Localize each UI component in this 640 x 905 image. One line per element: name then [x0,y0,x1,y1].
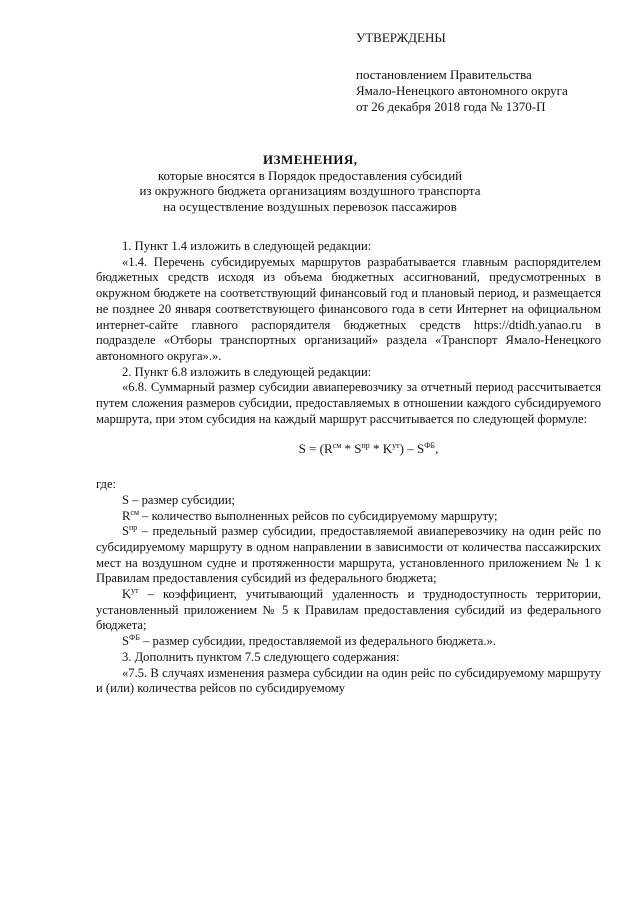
paragraph-7-5: «7.5. В случаях изменения размера субсидии на один рейс по субсидируемому маршруту и (или) количества рейсов по субсидируемому [96,665,601,696]
approval-stamp [356,30,616,115]
approval-line-3: от 26 декабря 2018 года № 1370-П [356,99,546,114]
definition-k: $K^{ут}$ – коэффициент, учитывающий удаленность и труднодоступность территории, установленный приложением № 5 к Правилам предоставления субсидий из федерального бюджета; [96,586,601,633]
approval-line-2: Ямало-Ненецкого автономного округа [356,83,568,98]
paragraph-1-4: «1.4. Перечень субсидируемых маршрутов разрабатывается главным распорядителем бюджетных средств исходя из объема бюджетных ассигнований, предусмотренных в окружном бюджете на соответствующий финансовый год и плановый период, и размещается не позднее 20 января соответствующего финансового года в сети Интернет на официальном интернет-сайте главного распорядителя бюджетных средств https://dtidh.yanao.ru в подразделе «Отборы транспортных организаций» раздела «Транспорт Ямало-Ненецкого автономного округа».». [96,254,601,363]
title-subline-2: из окружного бюджета организациям воздушного транспорта [139,183,481,198]
subsidy-formula: $S = (R^{см} * S^{пр} * K^{ут}) - S^{ФБ}$, [298,441,439,457]
title-subline-1: которые вносятся в Порядок предоставления субсидий [157,167,463,183]
definition-s-pr: $S^{пр}$ – предельный размер субсидии, предоставляемой авиаперевозчику на один рейс по субсидируемому маршруту в одном направлении в зависимости от количества пассажирских мест на воздушном судне и протяженности маршрута, установленного приложением № 1 к Правилам предоставления субсидий из федерального бюджета; [96,523,601,586]
paragraph-item-2: 2. Пункт 6.8 изложить в следующей редакции: [122,364,372,379]
approval-label: УТВЕРЖДЕНЫ [356,30,446,45]
paragraph-6-8: «6.8. Суммарный размер субсидии авиаперевозчику за отчетный период рассчитывается путем сложения размеров субсидии, предоставляемых в отношении каждого субсидируемого маршрута, при этом субсидия на каждый маршрут рассчитывается по следующей формуле: [96,380,601,426]
title-subline-3: на осуществление воздушных перевозок пассажиров [163,198,457,214]
where-label: где: [96,477,117,492]
approval-line-1: постановлением Правительства [356,67,532,82]
definition-s-fb: $S^{ФБ}$ – размер субсидии, предоставляемой из федерального бюджета.». [122,633,496,649]
paragraph-item-3: 3. Дополнить пунктом 7.5 следующего содержания: [122,649,400,664]
document-title: ИЗМЕНЕНИЯ [262,152,354,167]
definition-r: $R^{см}$ – количество выполненных рейсов по субсидируемому маршруту; [122,507,498,523]
document-title-block: ИЗМЕНЕНИЯ, которые вносятся в Порядок предоставления субсидий из окружного бюджета организациям воздушного транспорта на осуществление воздушных перевозок пассажиров [90,152,530,214]
paragraph-item-1: 1. Пункт 1.4 изложить в следующей редакции: [122,239,372,253]
definition-s: S – размер субсидии; [122,492,235,507]
document-body [96,239,601,697]
